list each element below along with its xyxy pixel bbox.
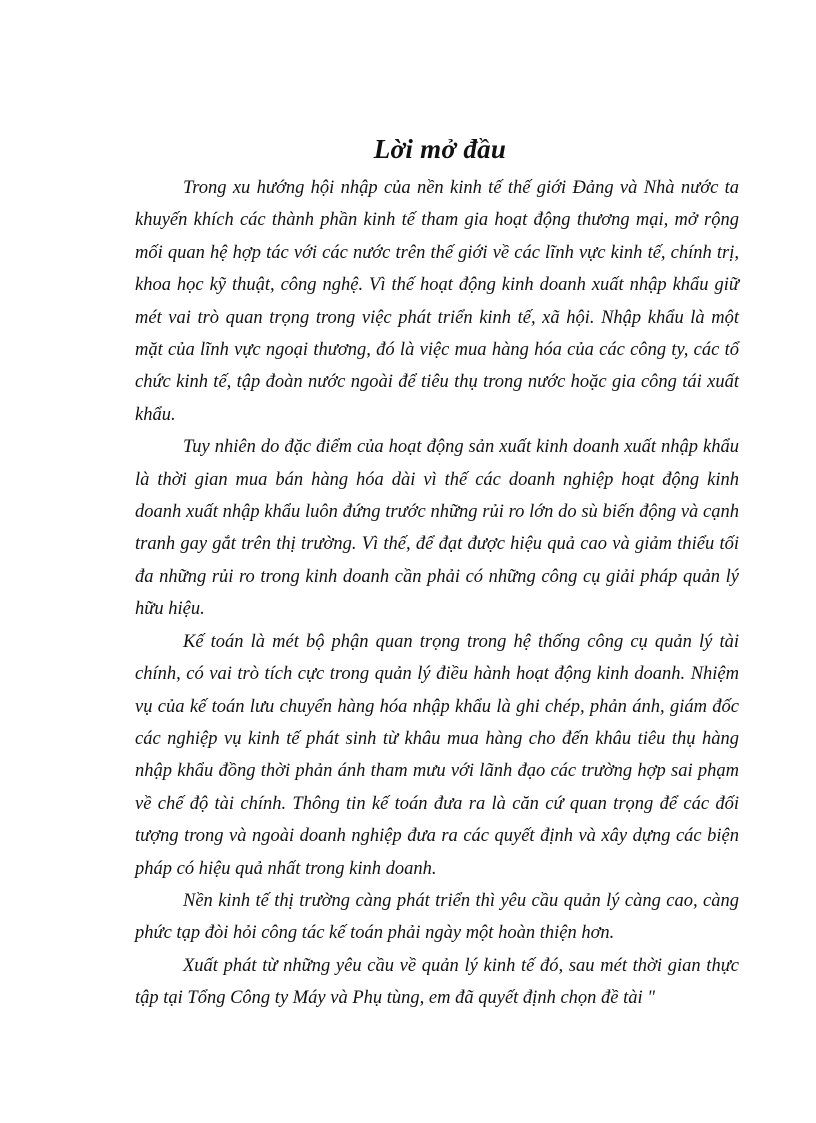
paragraph: Xuất phát từ những yêu cầu về quản lý kinh tế đó, sau mét thời gian thực tập tại Tổng Công ty Máy và Phụ tùng, em đã quyết định chọn đề tài " (135, 955, 739, 1009)
document-body (135, 172, 739, 1015)
page-title: Lời mở đầu (373, 134, 507, 164)
paragraph: Nền kinh tế thị trường càng phát triển thì yêu cầu quản lý càng cao, càng phức tạp đòi hỏi công tác kế toán phải ngày một hoàn thiện hơn. (135, 890, 739, 944)
paragraph: Trong xu hướng hội nhập của nền kinh tế thế giới Đảng và Nhà nước ta khuyến khích các thành phần kinh tế tham gia hoạt động thương mại, mở rộng mối quan hệ hợp tác với các nước trên thế giới về các lĩnh vực kinh tế, chính trị, khoa học kỹ thuật, công nghệ. Vì thế hoạt động kinh doanh xuất nhập khẩu giữ mét vai trò quan trọng trong việc phát triển kinh tế, xã hội. Nhập khẩu là một mặt của lĩnh vực ngoại thương, đó là việc mua hàng hóa của các công ty, các tổ chức kinh tế, tập đoàn nước ngoài để tiêu thụ trong nước hoặc gia công tái xuất khẩu. (135, 178, 739, 425)
paragraph: Kế toán là mét bộ phận quan trọng trong hệ thống công cụ quản lý tài chính, có vai trò tích cực trong quản lý điều hành hoạt động kinh doanh. Nhiệm vụ của kế toán lưu chuyển hàng hóa nhập khẩu là ghi chép, phản ánh, giám đốc các nghiệp vụ kinh tế phát sinh từ khâu mua hàng cho đến khâu tiêu thụ hàng nhập khẩu đồng thời phản ánh tham mưu với lãnh đạo các trường hợp sai phạm về chế độ tài chính. Thông tin kế toán đưa ra là căn cứ quan trọng để các đối tượng trong và ngoài doanh nghiệp đưa ra các quyết định và xây dựng các biện pháp có hiệu quả nhất trong kinh doanh. (135, 631, 739, 879)
paragraph: Tuy nhiên do đặc điểm của hoạt động sản xuất kinh doanh xuất nhập khẩu là thời gian mua bán hàng hóa dài vì thế các doanh nghiệp hoạt động kinh doanh xuất nhập khẩu luôn đứng trước những rủi ro lớn do sù biến động và cạnh tranh gay gắt trên thị trường. Vì thế, để đạt được hiệu quả cao và giảm thiểu tối đa những rủi ro trong kinh doanh cần phải có những công cụ giải pháp quản lý hữu hiệu. (135, 437, 739, 620)
